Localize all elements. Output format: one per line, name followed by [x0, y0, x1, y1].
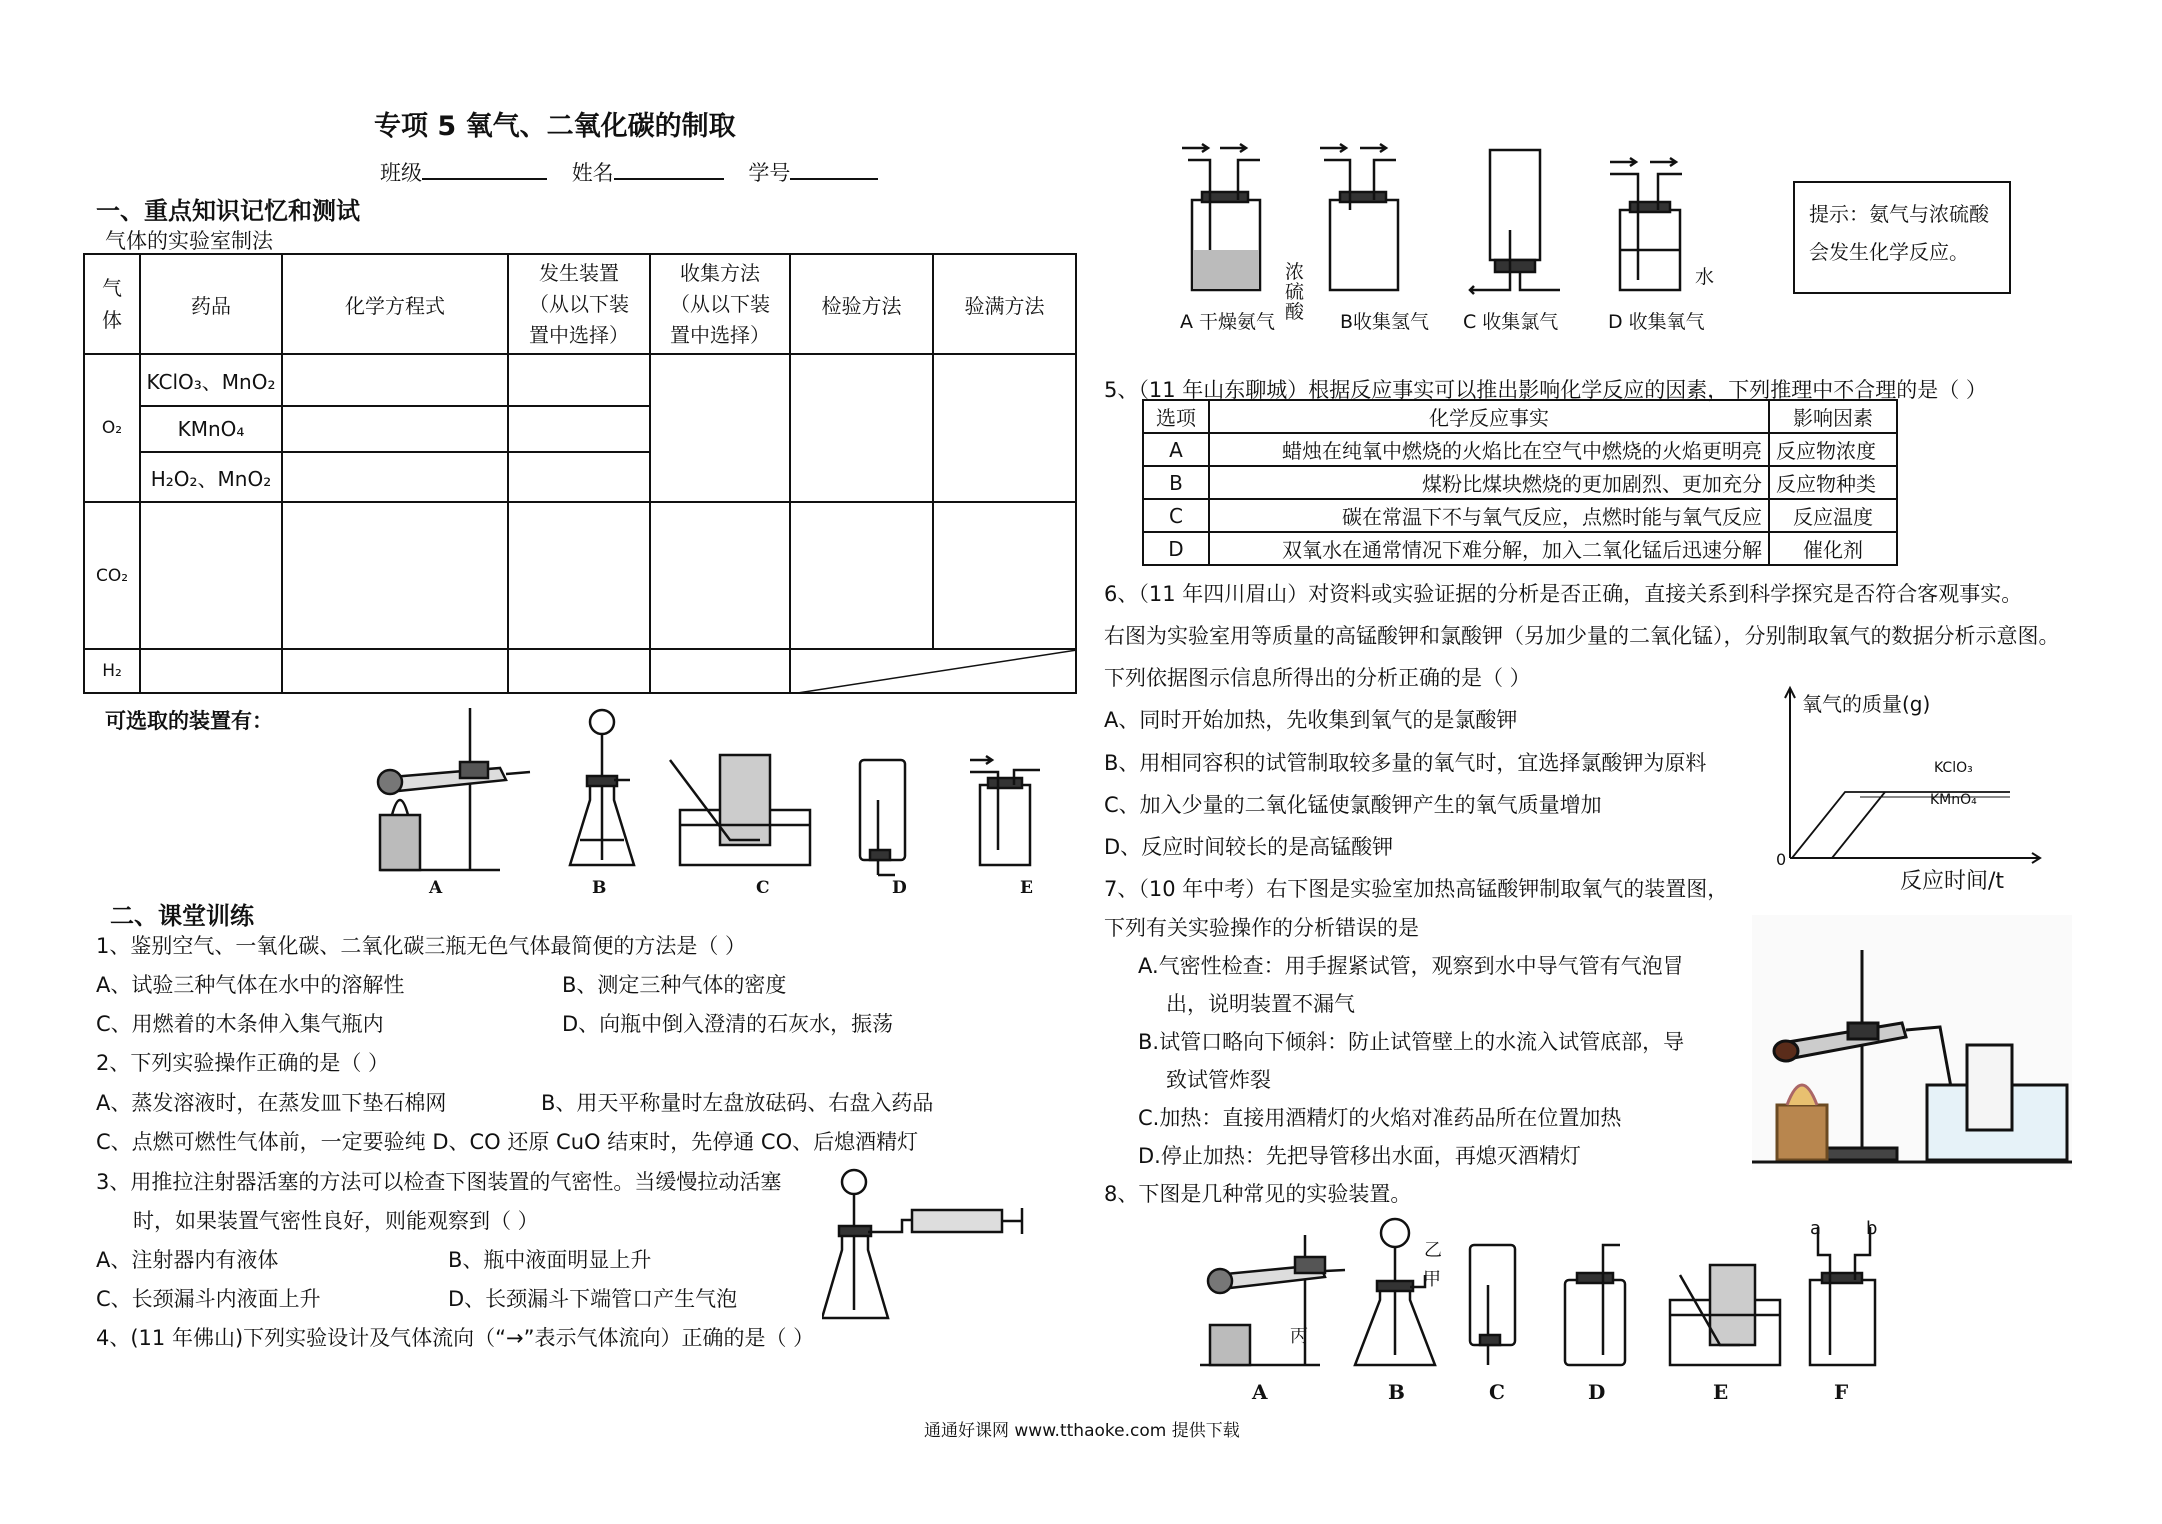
app1-label-b: B: [592, 878, 607, 898]
co2-test[interactable]: [790, 502, 933, 649]
q8-label-a: A: [1252, 1380, 1268, 1404]
o2-col[interactable]: [650, 354, 790, 502]
kmno4-apparatus-photo: [1752, 915, 2072, 1170]
q5-row-b-fact: 煤粉比煤块燃烧的更加剧烈、更加充分: [1209, 466, 1769, 499]
q8-apparatus-f: [1810, 1227, 1875, 1365]
q5-table: [1142, 399, 1898, 566]
header-test: 检验方法: [790, 254, 933, 354]
header-gas: 气 体: [84, 254, 140, 354]
o2-test[interactable]: [790, 354, 933, 502]
syringe-apparatus: [822, 1160, 1032, 1325]
q1-option-d[interactable]: D、向瓶中倒入澄清的石灰水，振荡: [562, 1012, 894, 1036]
graph-origin: 0: [1776, 850, 1787, 869]
gas-preparation-table: [83, 253, 1077, 694]
apparatus-a: [378, 708, 530, 870]
gas-co2: CO₂: [84, 502, 140, 649]
q5-header-fact: 化学反应事实: [1209, 400, 1769, 433]
q8-port-b: b: [1866, 1218, 1878, 1239]
q7-line-1: 7、（10 年中考）右下图是实验室加热高锰酸钾制取氧气的装置图，: [1104, 877, 1729, 901]
student-info-row: [380, 157, 878, 187]
kclo3-line: [1792, 792, 2010, 858]
q5-row[interactable]: [1143, 499, 1897, 532]
id-label: 学号: [748, 161, 791, 185]
q4-caption-b: B收集氢气: [1340, 311, 1430, 333]
q7-option-a-2: 出，说明装置不漏气: [1166, 992, 1355, 1016]
q5-row-d-fact: 双氧水在通常情况下难分解，加入二氧化锰后迅速分解: [1209, 532, 1769, 565]
q5-row[interactable]: [1143, 433, 1897, 466]
name-blank[interactable]: [614, 158, 724, 180]
co2-col[interactable]: [650, 502, 790, 649]
footer-text[interactable]: 通通好课网 www.tthaoke.com 提供下载: [924, 1421, 1240, 1441]
q5-row-c-option: C: [1143, 499, 1209, 532]
o2-eq-3[interactable]: [282, 452, 508, 502]
q5-row-d-factor: 催化剂: [1769, 532, 1897, 565]
q8-stem: 8、下图是几种常见的实验装置。: [1104, 1182, 1412, 1206]
q7-line-2: 下列有关实验操作的分析错误的是: [1104, 916, 1419, 940]
q8-apparatus-b: [1355, 1219, 1435, 1365]
header-generator: 发生装置 （从以下装 置中选择）: [508, 254, 650, 354]
diagonal-line: [791, 650, 1077, 694]
q6-line-3: 下列依据图示信息所得出的分析正确的是（ ）: [1104, 666, 1531, 690]
q6-option-b[interactable]: B、用相同容积的试管制取较多量的氧气时，宜选择氯酸钾为原料: [1104, 751, 1707, 775]
graph-series-kclo3: KClO₃: [1934, 760, 1973, 776]
app1-label-a: A: [429, 878, 443, 898]
h2-eq[interactable]: [282, 649, 508, 693]
apparatus-d: [860, 760, 905, 875]
o2-drug-1: KClO₃、MnO₂: [140, 354, 282, 406]
o2-gen-1[interactable]: [508, 354, 650, 406]
q7-option-b-2: 致试管炸裂: [1166, 1068, 1271, 1092]
q6-line-1: 6、（11 年四川眉山）对资料或实验证据的分析是否正确，直接关系到科学探究是否符合客观事实。: [1104, 582, 2023, 606]
q4-caption-d: D 收集氧气: [1608, 311, 1705, 333]
q5-header-factor: 影响因素: [1769, 400, 1897, 433]
section1-subheading: 气体的实验室制法: [105, 229, 273, 253]
q8-label-f: F: [1834, 1380, 1849, 1404]
q1-stem: 1、鉴别空气、一氧化碳、二氧化碳三瓶无色气体最简便的方法是（ ）: [96, 934, 747, 958]
header-equation: 化学方程式: [282, 254, 508, 354]
gas-o2: O₂: [84, 354, 140, 502]
q1-option-b[interactable]: B、测定三种气体的密度: [562, 973, 787, 997]
page-title: 专项 5 氧气、二氧化碳的制取: [374, 111, 736, 142]
name-label: 姓名: [571, 161, 614, 185]
q8-apparatus-a: [1200, 1235, 1345, 1365]
q5-row-a-factor: 反应物浓度: [1769, 433, 1897, 466]
app1-label-e: E: [1020, 878, 1033, 898]
q7-option-d[interactable]: D.停止加热：先把导管移出水面，再熄灭酒精灯: [1138, 1144, 1581, 1168]
q8-apparatus-set: [1195, 1215, 1895, 1375]
q3-stem-2: 时，如果装置气密性良好，则能观察到（ ）: [133, 1209, 539, 1233]
o2-drug-2: KMnO₄: [140, 406, 282, 452]
h2-col[interactable]: [650, 649, 790, 693]
co2-drug[interactable]: [140, 502, 282, 649]
q8-port-a: a: [1810, 1218, 1822, 1239]
q4-bottle-c: [1470, 150, 1560, 294]
q4-bottle-b: [1320, 144, 1398, 290]
q5-row-a-fact: 蜡烛在纯氧中燃烧的火焰比在空气中燃烧的火焰更明亮: [1209, 433, 1769, 466]
q5-row-b-option: B: [1143, 466, 1209, 499]
q1-option-c[interactable]: C、用燃着的木条伸入集气瓶内: [96, 1012, 384, 1036]
q6-line-2: 右图为实验室用等质量的高锰酸钾和氯酸钾（另加少量的二氧化锰），分别制取氧气的数据分析示意图。: [1104, 624, 2060, 648]
q2-option-cd[interactable]: C、点燃可燃性气体前，一定要验纯 D、CO 还原 CuO 结束时，先停通 CO、后熄酒精灯: [96, 1130, 919, 1154]
q1-option-a[interactable]: A、试验三种气体在水中的溶解性: [96, 973, 405, 997]
q7-option-a-1[interactable]: A.气密性检查：用手握紧试管，观察到水中导气管有气泡冒: [1138, 954, 1684, 978]
o2-gen-3[interactable]: [508, 452, 650, 502]
q4-a-acid-label: 浓 硫 酸: [1285, 261, 1305, 323]
q8-apparatus-d: [1565, 1245, 1625, 1365]
q4-caption-c: C 收集氯气: [1463, 311, 1559, 333]
q8-label-jia: 甲: [1423, 1269, 1441, 1290]
q5-row-d-option: D: [1143, 532, 1209, 565]
q6-option-a[interactable]: A、同时开始加热，先收集到氧气的是氯酸钾: [1104, 708, 1518, 732]
q4-d-water-label: 水: [1695, 266, 1715, 288]
q8-apparatus-e: [1670, 1265, 1780, 1365]
o2-gen-2[interactable]: [508, 406, 650, 452]
q5-row[interactable]: [1143, 532, 1897, 565]
h2-gen[interactable]: [508, 649, 650, 693]
o2-drug-3: H₂O₂、MnO₂: [140, 452, 282, 502]
q8-label-b: B: [1388, 1380, 1405, 1404]
q2-option-b[interactable]: B、用天平称量时左盘放砝码、右盘入药品: [541, 1091, 934, 1115]
co2-eq[interactable]: [282, 502, 508, 649]
o2-eq-2[interactable]: [282, 406, 508, 452]
q8-label-e: E: [1713, 1380, 1729, 1404]
app1-label-c: C: [756, 878, 770, 898]
section1-heading: 一、重点知识记忆和测试: [96, 197, 360, 225]
q8-label-bing: 丙: [1290, 1326, 1308, 1347]
q2-stem: 2、下列实验操作正确的是（ ）: [96, 1051, 390, 1075]
header-drugs: 药品: [140, 254, 282, 354]
section2-heading: 二、课堂训练: [110, 902, 254, 930]
q5-row-a-option: A: [1143, 433, 1209, 466]
q4-bottle-a: [1182, 144, 1260, 290]
apparatus-e: [970, 756, 1040, 865]
graph-series-kmno4: KMnO₄: [1930, 792, 1977, 808]
apparatus-c: [670, 755, 810, 865]
q5-header-option: 选项: [1143, 400, 1209, 433]
apparatus-b: [570, 710, 634, 865]
q7-option-b-1[interactable]: B.试管口略向下倾斜：防止试管壁上的水流入试管底部，导: [1138, 1030, 1685, 1054]
q3-option-c[interactable]: C、长颈漏斗内液面上升: [96, 1287, 321, 1311]
q8-label-d: D: [1588, 1380, 1606, 1404]
q8-label-c: C: [1489, 1380, 1505, 1404]
q6-option-c[interactable]: C、加入少量的二氧化锰使氯酸钾产生的氧气质量增加: [1104, 793, 1602, 817]
o2-full[interactable]: [933, 354, 1076, 502]
q6-option-d[interactable]: D、反应时间较长的是高锰酸钾: [1104, 835, 1394, 859]
o2-eq-1[interactable]: [282, 354, 508, 406]
id-blank[interactable]: [790, 158, 878, 180]
q3-option-b[interactable]: B、瓶中液面明显上升: [448, 1248, 652, 1272]
h2-merged: [790, 649, 1076, 693]
q7-option-c[interactable]: C.加热：直接用酒精灯的火焰对准药品所在位置加热: [1138, 1106, 1622, 1130]
q4-caption-a: A 干燥氨气: [1180, 311, 1276, 333]
q2-option-a[interactable]: A、蒸发溶液时，在蒸发皿下垫石棉网: [96, 1091, 447, 1115]
q8-apparatus-c: [1470, 1245, 1515, 1365]
q3-option-a[interactable]: A、注射器内有液体: [96, 1248, 279, 1272]
gas-h2: H₂: [84, 649, 140, 693]
kmno4-line: [1832, 792, 1885, 858]
apparatus-set-1: [370, 700, 1080, 910]
q5-row-b-factor: 反应物种类: [1769, 466, 1897, 499]
q4-stem: 4、(11 年佛山)下列实验设计及气体流向（“→”表示气体流向）正确的是（ ）: [96, 1326, 815, 1350]
q5-row[interactable]: [1143, 466, 1897, 499]
q8-label-yi: 乙: [1424, 1240, 1442, 1261]
co2-full[interactable]: [933, 502, 1076, 649]
q5-stem: 5、（11 年山东聊城）根据反应事实可以推出影响化学反应的因素，下列推理中不合理的是（ ）: [1104, 378, 1987, 402]
q5-row-c-factor: 反应温度: [1769, 499, 1897, 532]
graph-xlabel: 反应时间/t: [1900, 869, 2005, 894]
app1-label-d: D: [892, 878, 907, 898]
q3-option-d[interactable]: D、长颈漏斗下端管口产生气泡: [448, 1287, 738, 1311]
apparatus-caption: 可选取的装置有：: [105, 709, 273, 733]
q5-row-c-fact: 碳在常温下不与氧气反应，点燃时能与氧气反应: [1209, 499, 1769, 532]
graph-ylabel: 氧气的质量(g): [1802, 692, 1931, 716]
q3-stem-1: 3、用推拉注射器活塞的方法可以检查下图装置的气密性。当缓慢拉动活塞: [96, 1170, 782, 1194]
class-label: 班级: [380, 161, 422, 185]
q4-bottle-d: [1610, 158, 1682, 290]
h2-drug[interactable]: [140, 649, 282, 693]
hint-box: 提示：氨气与浓硫酸会发生化学反应。: [1793, 181, 2011, 294]
header-collection: 收集方法 （从以下装 置中选择）: [650, 254, 790, 354]
class-blank[interactable]: [422, 158, 547, 180]
header-full: 验满方法: [933, 254, 1076, 354]
co2-gen[interactable]: [508, 502, 650, 649]
